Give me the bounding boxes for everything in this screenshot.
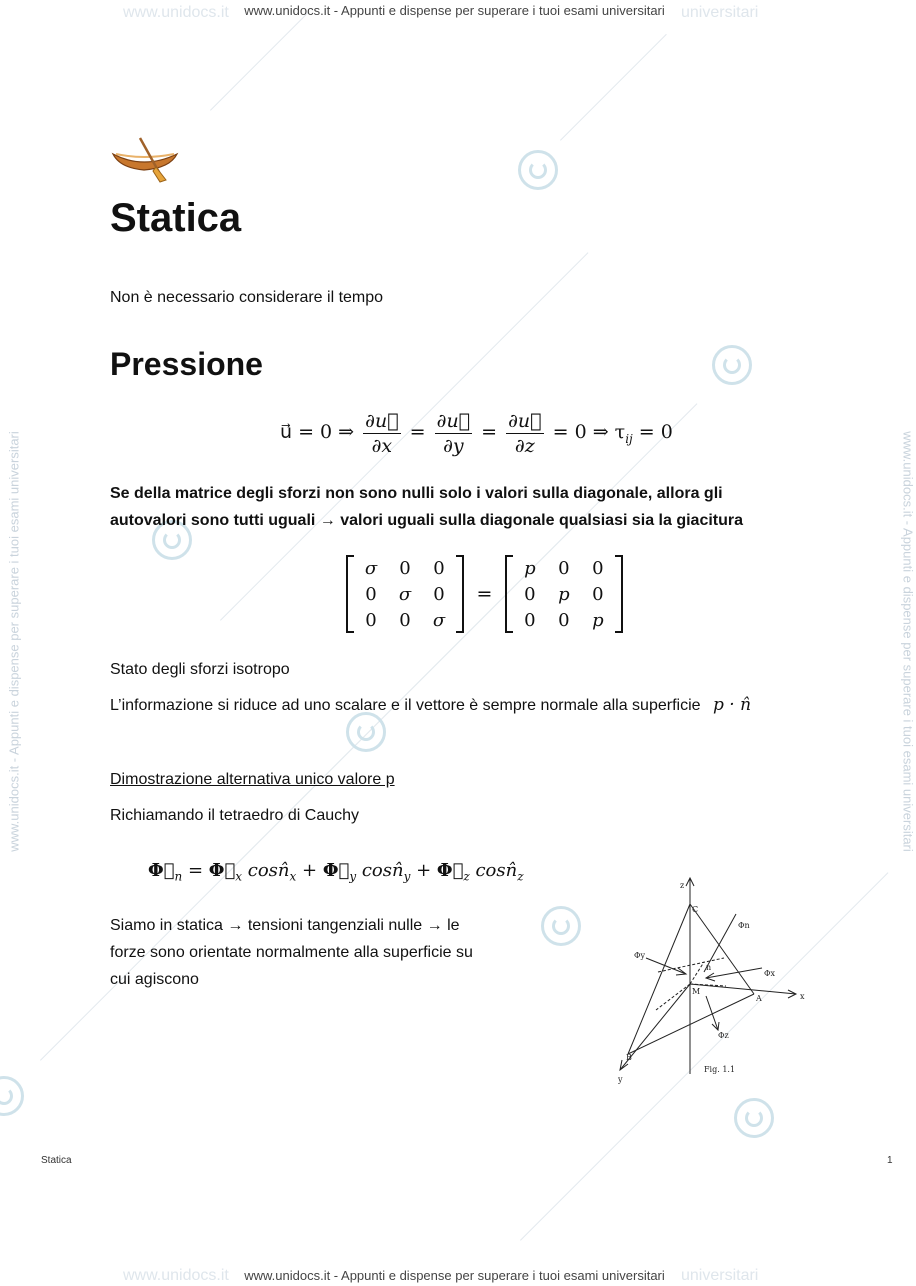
matrix-cell: 0 xyxy=(558,557,570,579)
watermark-logo-icon xyxy=(518,150,558,190)
matrix-cell: p xyxy=(592,609,604,631)
scalar-info-text: L’informazione si riduce ad uno scalare e il vettore è sempre normale alla superficie p · n̂ xyxy=(110,695,752,715)
watermark-ghost-text: www.unidocs.it xyxy=(123,1267,229,1284)
matrix-cell: 0 xyxy=(365,609,377,631)
isotropic-stress-text: Stato degli sforzi isotropo xyxy=(110,661,290,678)
watermark-logo-icon xyxy=(734,1098,774,1138)
svg-text:n: n xyxy=(706,963,712,972)
svg-text:y: y xyxy=(618,1075,623,1084)
matrix-cell: p xyxy=(524,557,536,579)
matrix-cell: 0 xyxy=(592,583,604,605)
svg-text:M: M xyxy=(692,987,701,996)
statics-tangential-text: Siamo in statica → tensioni tangenziali nulle → le forze sono orientate normalmente alla superficie su cui agiscono xyxy=(110,917,473,988)
watermark-ghost-text: www.unidocs.it xyxy=(123,4,229,21)
footer-title: Statica xyxy=(41,1155,72,1166)
watermark-line xyxy=(210,11,310,111)
svg-text:Φx: Φx xyxy=(764,969,776,978)
matrix-cell: 0 xyxy=(399,557,411,579)
equation-cauchy-flux: $\Phi⃗_n$ = $\Phi⃗_x$ $\cos n̂_x$ + $\Phi⃗_y$ $\cos n̂_y$ + $\Phi⃗_z$ $\cos n̂_z$ xyxy=(148,860,524,884)
watermark-logo-icon xyxy=(712,345,752,385)
equation-velocity-gradient: u⃗ = 0 ⇒ $\frac{\partial u⃗}{\partial x}$ = $\frac{\partial u⃗}{\partial y}$ = $\frac{\partial u⃗}{\partial z}$ = 0 ⇒ $\tau_{ij} = 0$ xyxy=(280,409,673,457)
matrix-cell: 0 xyxy=(524,583,536,605)
svg-text:Fig. 1.1: Fig. 1.1 xyxy=(704,1065,736,1074)
matrix-cell: σ xyxy=(398,583,412,605)
watermark-ghost-text: universitari xyxy=(681,4,759,21)
stress-matrix-equation: σ 0 0 0 σ 0 0 0 σ = p 0 0 0 p 0 0 0 p xyxy=(346,555,623,633)
section-title: Pressione xyxy=(110,346,263,382)
diagonal-stress-text: Se della matrice degli sforzi non sono nulli solo i valori sulla diagonale, allora gli autovalori sono tutti uguali → valori uguali sulla diagonale qualsiasi sia la giacitura xyxy=(110,485,744,529)
svg-text:Φn: Φn xyxy=(738,921,750,930)
watermark-logo-icon xyxy=(0,1076,24,1116)
canoe-icon xyxy=(110,134,180,182)
matrix-cell: σ xyxy=(364,557,378,579)
svg-text:Φy: Φy xyxy=(634,951,646,960)
svg-text:C: C xyxy=(692,905,699,914)
matrix-cell: 0 xyxy=(365,583,377,605)
watermark-side-right: www.unidocs.it - Appunti e dispense per superare i tuoi esami universitari xyxy=(900,431,916,852)
matrix-cell: 0 xyxy=(399,609,411,631)
watermark-line xyxy=(230,403,697,870)
cauchy-text: Richiamando il tetraedro di Cauchy xyxy=(110,807,360,824)
matrix-cell: 0 xyxy=(592,557,604,579)
subsection-title: Dimostrazione alternativa unico valore p xyxy=(110,771,395,788)
svg-text:Φz: Φz xyxy=(718,1031,729,1040)
intro-text: Non è necessario considerare il tempo xyxy=(110,289,384,306)
matrix-cell: σ xyxy=(432,609,446,631)
watermark-footer: www.unidocs.it - Appunti e dispense per superare i tuoi esami universitari xyxy=(244,1268,665,1283)
watermark-header: www.unidocs.it - Appunti e dispense per superare i tuoi esami universitari xyxy=(244,3,665,18)
matrix-sigma xyxy=(346,555,464,633)
page-number: 1 xyxy=(887,1155,893,1166)
matrix-cell: p xyxy=(558,583,570,605)
matrix-cell: 0 xyxy=(433,557,445,579)
watermark-side-left: www.unidocs.it - Appunti e dispense per superare i tuoi esami universitari xyxy=(6,431,22,852)
matrix-cell: 0 xyxy=(524,609,536,631)
matrix-cell: 0 xyxy=(558,609,570,631)
svg-text:z: z xyxy=(680,881,685,890)
cauchy-tetrahedron-figure xyxy=(586,874,816,1084)
svg-text:x: x xyxy=(800,992,805,1001)
watermark-ghost-text: universitari xyxy=(681,1267,759,1284)
watermark-line xyxy=(560,34,667,141)
svg-text:A: A xyxy=(756,994,762,1003)
page-title: Statica xyxy=(110,196,242,240)
matrix-cell: 0 xyxy=(433,583,445,605)
svg-text:B: B xyxy=(626,1053,632,1062)
watermark-logo-icon xyxy=(541,906,581,946)
matrix-pressure xyxy=(505,555,623,633)
